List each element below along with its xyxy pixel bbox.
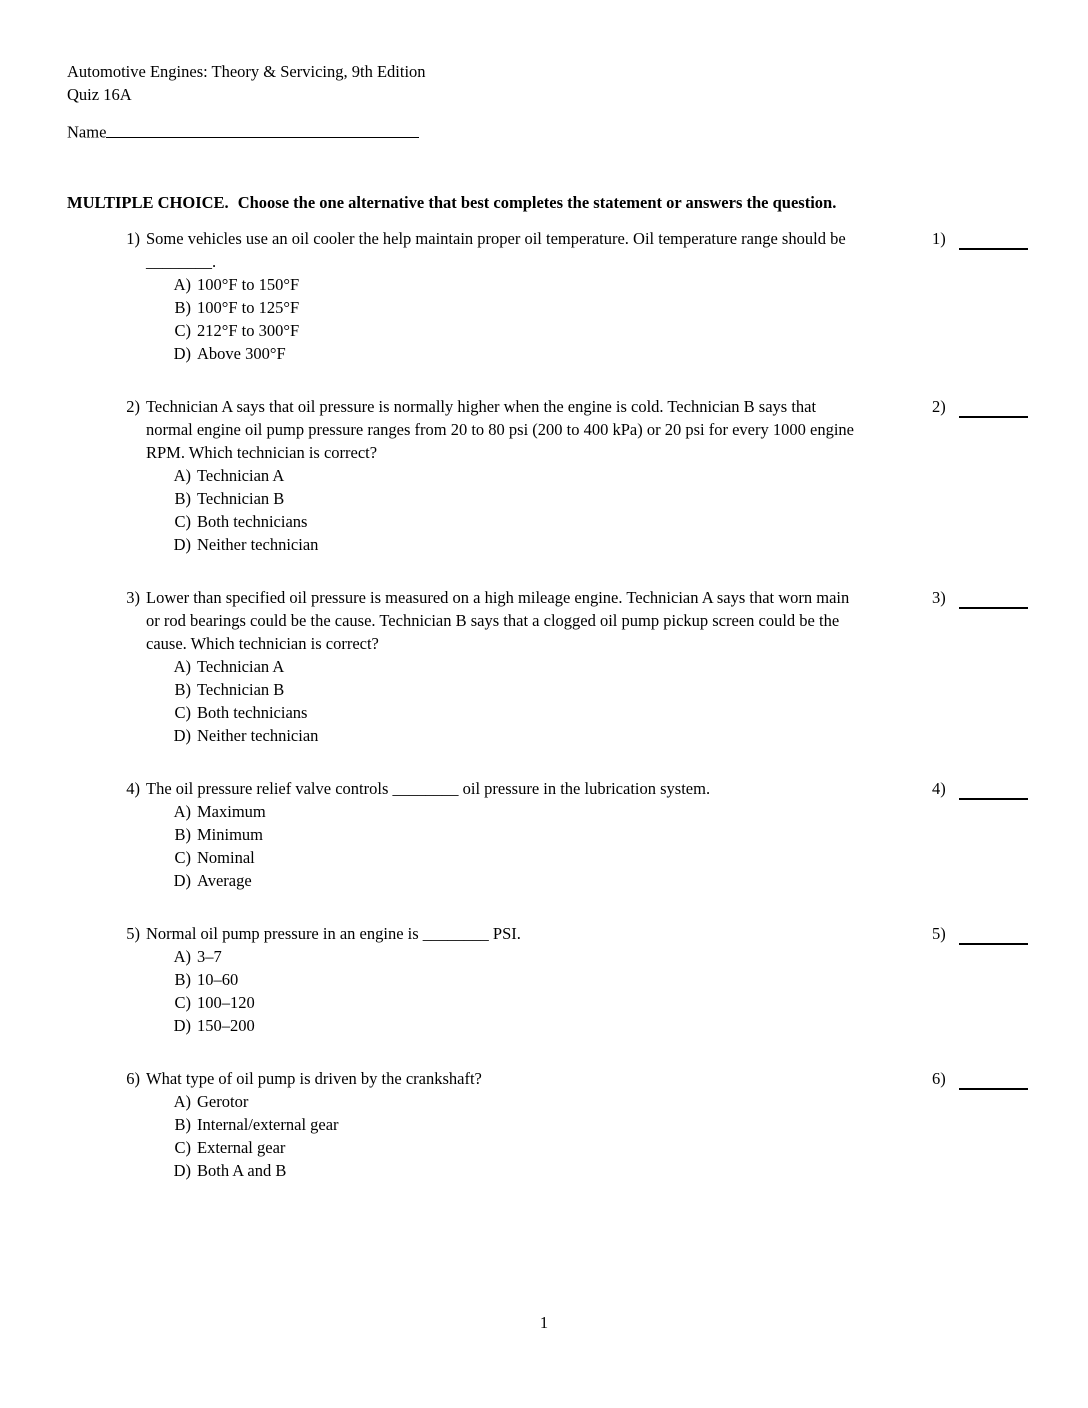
choice-letter: A) (173, 801, 191, 821)
choice-c (146, 319, 924, 342)
answer-blank[interactable] (959, 229, 1028, 250)
choice-text: Nominal (197, 847, 255, 867)
choices (146, 1090, 924, 1182)
choice-text: 100–120 (197, 992, 255, 1012)
choice-letter: C) (174, 511, 191, 531)
question-text: The oil pressure relief valve controls ________ oil pressure in the lubrication system. (146, 778, 711, 798)
choice-letter: A) (173, 1091, 191, 1111)
quiz-number: Quiz 16A (67, 85, 132, 104)
answer-slot (932, 922, 1028, 945)
answer-slot (932, 227, 1028, 250)
choice-letter: C) (174, 992, 191, 1012)
choice-b (146, 678, 924, 701)
document-header (67, 60, 1028, 106)
choice-text: 100°F to 150°F (197, 274, 300, 294)
choice-letter: D) (173, 534, 191, 554)
choice-d (146, 1014, 924, 1037)
choice-d (146, 869, 924, 892)
choice-text: Both technicians (197, 702, 308, 722)
section-instructions: Choose the one alternative that best completes the statement or answers the question. (237, 192, 837, 212)
choice-letter: B) (174, 1114, 191, 1134)
choice-c (146, 1136, 924, 1159)
choice-letter: A) (173, 656, 191, 676)
section-heading-label: MULTIPLE CHOICE. (67, 192, 229, 212)
answer-number: 6) (932, 1068, 946, 1088)
choice-letter: B) (174, 297, 191, 317)
name-blank[interactable] (106, 120, 419, 138)
choices (146, 945, 924, 1037)
answer-slot (932, 1067, 1028, 1090)
choice-c (146, 991, 924, 1014)
question-text: Lower than specified oil pressure is measured on a high mileage engine. Technician A says that worn main or rod bearings could be the cause. Technician B says that a clogged oil pump pickup screen could be the cause. Which technician is correct? (146, 587, 850, 653)
choice-letter: C) (174, 847, 191, 867)
choice-letter: B) (174, 824, 191, 844)
choice-text: Technician B (197, 679, 285, 699)
question-text: What type of oil pump is driven by the crankshaft? (146, 1068, 482, 1088)
answer-number: 2) (932, 396, 946, 416)
choice-d (146, 533, 924, 556)
question-1 (67, 227, 1028, 365)
question-3 (67, 586, 1028, 747)
choice-c (146, 701, 924, 724)
choice-text: Neither technician (197, 534, 319, 554)
choice-letter: D) (173, 870, 191, 890)
choice-text: Minimum (197, 824, 264, 844)
name-label: Name (67, 122, 107, 142)
answer-number: 1) (932, 228, 946, 248)
question-5 (67, 922, 1028, 1037)
choices (146, 800, 924, 892)
choice-letter: B) (174, 969, 191, 989)
choice-b (146, 823, 924, 846)
choice-b (146, 1113, 924, 1136)
choice-text: 150–200 (197, 1015, 255, 1035)
choice-a (146, 945, 924, 968)
choices (146, 655, 924, 747)
choice-text: Both technicians (197, 511, 308, 531)
choice-a (146, 1090, 924, 1113)
choice-text: External gear (197, 1137, 286, 1157)
question-2 (67, 395, 1028, 556)
question-text: Some vehicles use an oil cooler the help maintain proper oil temperature. Oil temperature range should be ________. (146, 228, 846, 271)
choice-c (146, 846, 924, 869)
choice-letter: C) (174, 1137, 191, 1157)
section-heading (67, 191, 1028, 214)
choice-b (146, 487, 924, 510)
page-number: 1 (539, 1313, 549, 1332)
question-6 (67, 1067, 1028, 1182)
choice-text: Internal/external gear (197, 1114, 339, 1134)
choice-d (146, 724, 924, 747)
question-number: 3) (126, 587, 140, 607)
choice-c (146, 510, 924, 533)
question-number: 6) (126, 1068, 140, 1088)
choice-text: 100°F to 125°F (197, 297, 300, 317)
choice-letter: C) (174, 320, 191, 340)
document-title: Automotive Engines: Theory & Servicing, 9th Edition (67, 62, 426, 81)
question-text: Normal oil pump pressure in an engine is ________ PSI. (146, 923, 521, 943)
choice-b (146, 296, 924, 319)
choice-text: Technician B (197, 488, 285, 508)
choice-letter: B) (174, 679, 191, 699)
choice-letter: A) (173, 274, 191, 294)
choice-text: Both A and B (197, 1160, 287, 1180)
answer-blank[interactable] (959, 397, 1028, 418)
choice-text: Neither technician (197, 725, 319, 745)
choice-text: Technician A (197, 465, 285, 485)
name-row (67, 120, 1028, 144)
choice-b (146, 968, 924, 991)
choice-letter: A) (173, 946, 191, 966)
answer-number: 4) (932, 778, 946, 798)
question-number: 5) (126, 923, 140, 943)
choice-a (146, 273, 924, 296)
answer-blank[interactable] (959, 588, 1028, 609)
answer-number: 5) (932, 923, 946, 943)
choice-text: 3–7 (197, 946, 222, 966)
choice-letter: D) (173, 725, 191, 745)
choice-text: Above 300°F (197, 343, 286, 363)
choice-letter: A) (173, 465, 191, 485)
answer-number: 3) (932, 587, 946, 607)
choices (146, 273, 924, 365)
choice-text: Maximum (197, 801, 266, 821)
choice-text: Technician A (197, 656, 285, 676)
choice-letter: D) (173, 343, 191, 363)
choice-text: 212°F to 300°F (197, 320, 300, 340)
choice-a (146, 800, 924, 823)
choice-letter: B) (174, 488, 191, 508)
choice-text: Average (197, 870, 252, 890)
choice-text: 10–60 (197, 969, 239, 989)
choice-text: Gerotor (197, 1091, 249, 1111)
answer-blank[interactable] (959, 1069, 1028, 1090)
choice-letter: C) (174, 702, 191, 722)
choice-d (146, 342, 924, 365)
choice-a (146, 655, 924, 678)
answer-blank[interactable] (959, 779, 1028, 800)
question-list (67, 227, 1028, 1182)
choice-d (146, 1159, 924, 1182)
choice-letter: D) (173, 1160, 191, 1180)
answer-slot (932, 777, 1028, 800)
choices (146, 464, 924, 556)
question-number: 1) (126, 228, 140, 248)
choice-a (146, 464, 924, 487)
answer-slot (932, 395, 1028, 418)
question-number: 4) (126, 778, 140, 798)
answer-blank[interactable] (959, 924, 1028, 945)
question-text: Technician A says that oil pressure is normally higher when the engine is cold. Technician B says that normal engine oil pump pressure ranges from 20 to 80 psi (200 to 400 kPa) or 20 psi for every 1000 engine RPM. Which technician is correct? (146, 396, 854, 462)
choice-letter: D) (173, 1015, 191, 1035)
question-4 (67, 777, 1028, 892)
question-number: 2) (126, 396, 140, 416)
answer-slot (932, 586, 1028, 609)
